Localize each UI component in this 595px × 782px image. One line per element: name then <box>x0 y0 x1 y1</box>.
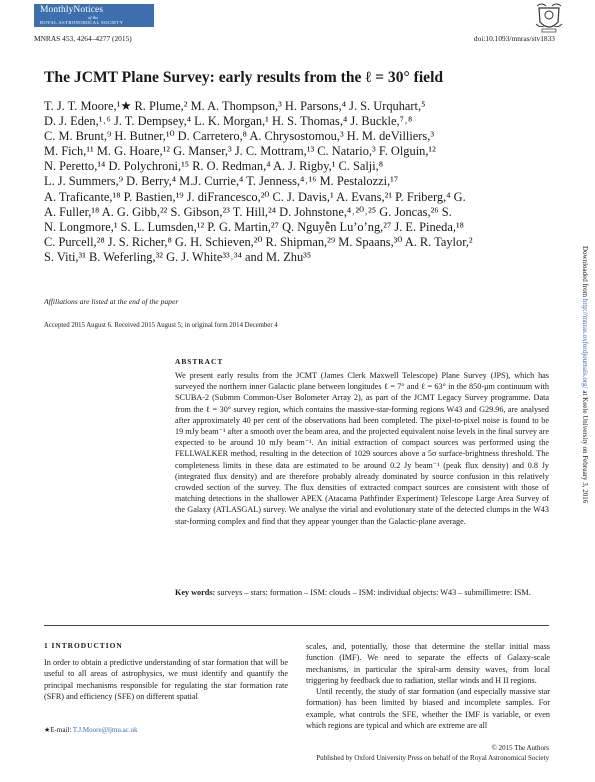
section-divider <box>44 625 549 626</box>
author-line: A. Fuller,¹⁸ A. G. Gibb,²² S. Gibson,²³ T. Hill,²⁴ D. Johnstone,⁴˒²⁰˒²⁵ G. Joncas,²⁶ S. <box>44 204 452 219</box>
email-link[interactable]: T.J.Moore@ljmu.ac.uk <box>72 726 138 734</box>
journal-logo-line3: ROYAL ASTRONOMICAL SOCIETY <box>40 20 124 25</box>
copyright-line: © 2015 The Authors <box>491 744 549 752</box>
right-column <box>306 641 550 731</box>
copyright-notice <box>316 744 549 763</box>
corresponding-author-footnote <box>44 726 138 734</box>
abstract-block <box>175 357 549 527</box>
author-line: N. Longmore,¹ S. L. Lumsden,¹² P. G. Martin,²⁷ Q. Nguyễn Lu’o’ng,²⁷ J. E. Pineda,¹⁸ <box>44 219 465 234</box>
body-paragraph: Until recently, the study of star formation (and especially massive star formation) has been limited by biased and incomplete samples. For example, what controls the SFE, whether the IMF is variable, or even which regions are typical and which are extreme are all <box>306 687 550 731</box>
society-crest-icon <box>534 2 564 34</box>
author-line: N. Peretto,¹⁴ D. Polychroni,¹⁵ R. O. Redman,⁴ A. J. Rigby,¹ C. Salji,⁸ <box>44 159 384 174</box>
author-list <box>44 99 564 265</box>
journal-logo-line1: MonthlyNotices <box>40 5 104 15</box>
running-head-citation: MNRAS 453, 4264–4277 (2015) <box>34 34 132 43</box>
section-heading: 1 INTRODUCTION <box>44 641 123 650</box>
author-line: M. Fich,¹¹ M. G. Hoare,¹² G. Manser,³ J. C. Mottram,¹³ C. Natario,³ F. Olguin,¹² <box>44 144 436 159</box>
publisher-line: Published by Oxford University Press on behalf of the Royal Astronomical Society <box>316 753 549 762</box>
author-line: D. J. Eden,¹˒⁶ J. T. Dempsey,⁴ L. K. Morgan,¹ H. S. Thomas,⁴ J. Buckle,⁷˒⁸ <box>44 114 413 129</box>
download-prefix: Downloaded from <box>581 246 589 298</box>
footnote-prefix: ★E-mail: <box>44 726 72 734</box>
introduction-paragraph: In order to obtain a predictive understanding of star formation that will be useful to all areas of astrophysics, we must identify and quantify the principal mechanisms responsible for regulating the star formation rate (SFR) and efficiency (SFE) on different spatial <box>44 658 288 701</box>
author-line: L. J. Summers,⁹ D. Berry,⁴ M.J. Currie,⁴ T. Jenness,⁴˒¹⁶ M. Pestalozzi,¹⁷ <box>44 174 399 189</box>
publication-dates: Accepted 2015 August 6. Received 2015 August 5; in original form 2014 December 4 <box>44 322 278 329</box>
download-suffix: at Keele University on February 3, 2016 <box>581 390 589 504</box>
paper-title: The JCMT Plane Survey: early results from the ℓ = 30° field <box>44 69 444 86</box>
download-text <box>581 246 589 503</box>
author-line: S. Viti,³¹ B. Weferling,³² G. J. White³³˒³⁴ and M. Zhu³⁵ <box>44 249 312 264</box>
journal-logo-line2: of the <box>88 15 99 20</box>
keywords-label: Key words: <box>175 588 216 597</box>
keywords-text: surveys – stars: formation – ISM: clouds – ISM: individual objects: W43 – submillimetre: ISM. <box>217 588 531 597</box>
left-column <box>44 641 288 702</box>
affiliations-note: Affiliations are listed at the end of the paper <box>44 297 179 306</box>
keywords-block <box>175 587 549 598</box>
journal-logo-banner <box>34 4 154 27</box>
abstract-text: We present early results from the JCMT (James Clerk Maxwell Telescope) Plane Survey (JPS), which has surveyed the northern inner Galactic plane between longitudes ℓ = 7° and ℓ = 63° in the 850-μm continuum with SCUBA-2 (Submm Common-User Bolometer Array 2), as part of the JCMT Legacy Survey programme. Data from the ℓ = 30° survey region, which contains the massive-star-forming regions W43 and G29.96, are analysed after approximately 40 per cent of the observations had been completed. The pixel-to-pixel noise is found to be 19 mJy beam⁻¹ after a smooth over the beam area, and the projected equivalent noise levels in the final survey are expected to be around 10 mJy beam⁻¹. An initial extraction of compact sources was performed using the FELLWALKER method, resulting in the detection of 1029 sources above a 5σ surface-brightness threshold. The completeness limits in these data are estimated to be around 0.2 Jy beam⁻¹ (peak flux density) and 0.8 Jy (integrated flux density) and are therefore probably already dominated by source confusion in this relatively crowded section of the survey. The flux densities of extracted compact sources are consistent with those of matching detections in the shallower APEX (Atacama Pathfinder Experiment) Telescope Large Area Survey of the Galaxy (ATLASGAL) survey. We analyse the virial and evolutionary state of the detected clumps in the W43 star-forming complex and find that they appear younger than the Galactic-plane average. <box>175 371 549 526</box>
download-link[interactable]: http://mnras.oxfordjournals.org/ <box>581 298 589 389</box>
body-paragraph: scales, and, potentially, those that determine the stellar initial mass function (IMF). We need to separate the effects of Galaxy-scale mechanisms, in particular the spiral-arm density waves, from local triggering by feedback due to radiation, stellar winds and H II regions. <box>306 642 550 685</box>
author-line: C. M. Brunt,⁹ H. Butner,¹⁰ D. Carretero,⁸ A. Chrysostomou,³ H. M. deVilliers,³ <box>44 129 435 144</box>
author-line: C. Purcell,²⁸ J. S. Richer,⁸ G. H. Schieven,²⁰ R. Shipman,²⁹ M. Spaans,³⁰ A. R. Taylor,² <box>44 234 473 249</box>
download-watermark <box>574 246 590 546</box>
abstract-heading: ABSTRACT <box>175 357 224 366</box>
author-line: T. J. T. Moore,¹★ R. Plume,² M. A. Thompson,³ H. Parsons,⁴ J. S. Urquhart,⁵ <box>44 99 426 113</box>
author-line: A. Traficante,¹⁸ P. Bastien,¹⁹ J. diFrancesco,²⁰ C. J. Davis,¹ A. Evans,²¹ P. Friberg,⁴ G. <box>44 189 466 204</box>
running-head-doi[interactable]: doi:10.1093/mnras/stv1833 <box>473 34 555 43</box>
